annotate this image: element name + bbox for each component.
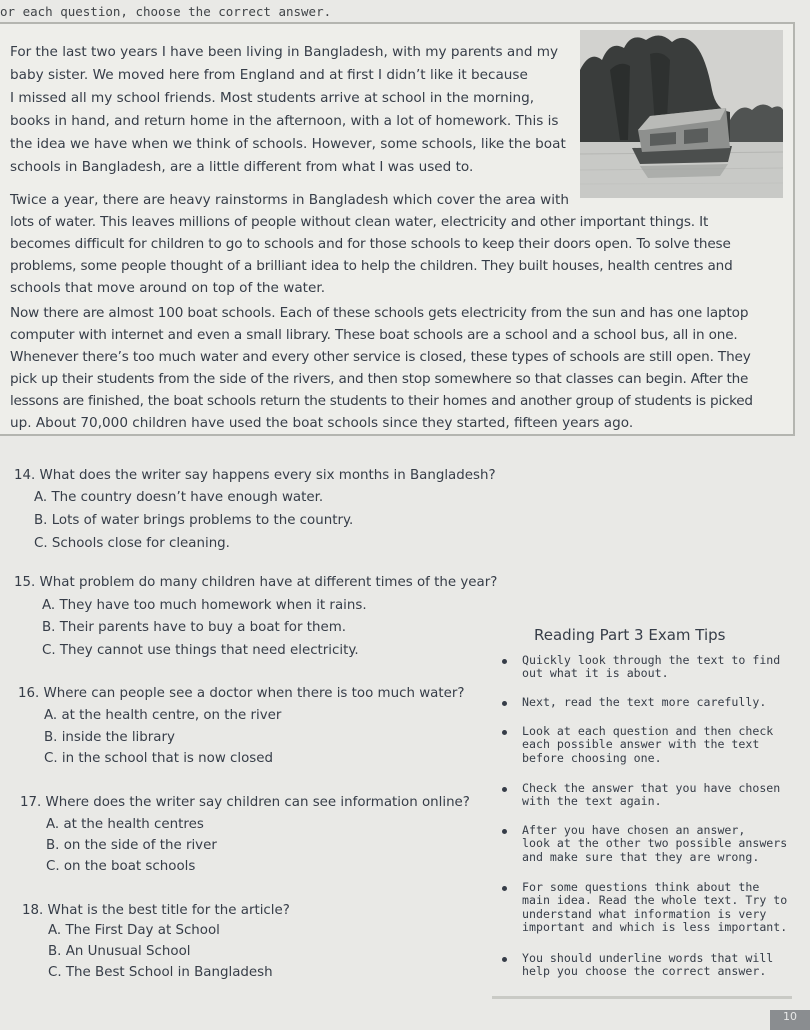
question-stem: 14. What does the writer say happens every six months in Bangladesh? xyxy=(14,468,496,483)
answer-option[interactable]: C. The Best School in Bangladesh xyxy=(48,965,273,980)
answer-option[interactable]: C. They cannot use things that need electricity. xyxy=(42,643,359,658)
bullet-icon xyxy=(502,957,507,962)
bullet-icon xyxy=(502,701,507,706)
tip-line: For some questions think about the xyxy=(522,880,760,894)
tip-line: Check the answer that you have chosen xyxy=(522,781,781,795)
bullet-icon xyxy=(502,787,507,792)
tip-line: before choosing one. xyxy=(522,750,662,765)
bullet-icon xyxy=(502,659,507,664)
passage-line: becomes difficult for children to go to schools and for those schools to keep their doors open. To solve these xyxy=(10,236,731,252)
exam-tips-panel xyxy=(492,618,792,999)
passage-line: Twice a year, there are heavy rainstorms in Bangladesh which cover the area with xyxy=(10,192,569,208)
answer-option[interactable]: A. The First Day at School xyxy=(48,923,220,938)
tip-line: After you have chosen an answer, xyxy=(522,823,746,837)
answer-option[interactable]: B. inside the library xyxy=(44,730,175,745)
tip-line: Look at each question and then check xyxy=(522,724,774,738)
tip-line: out what it is about. xyxy=(522,666,669,681)
passage-line: lessons are finished, the boat schools return the students to their homes and another group of students is picked xyxy=(10,393,753,409)
tip-line: each possible answer with the text xyxy=(522,737,760,752)
boat-school-photo xyxy=(580,30,783,198)
bullet-icon xyxy=(502,829,507,834)
tip-line: Quickly look through the text to find xyxy=(522,653,781,667)
passage-line: Whenever there’s too much water and every other service is closed, these types of schools are still open. They xyxy=(10,349,751,365)
answer-option[interactable]: A. at the health centre, on the river xyxy=(44,708,282,723)
tip-line: understand what information is very xyxy=(522,906,767,921)
bullet-icon xyxy=(502,886,507,891)
answer-option[interactable]: B. Lots of water brings problems to the country. xyxy=(34,513,354,528)
question-stem: 16. Where can people see a doctor when there is too much water? xyxy=(18,686,465,701)
answer-option[interactable]: C. Schools close for cleaning. xyxy=(34,536,230,551)
tip-line: with the text again. xyxy=(522,794,662,809)
passage-line: For the last two years I have been living in Bangladesh, with my parents and my xyxy=(10,44,559,60)
answer-option[interactable]: B. Their parents have to buy a boat for them. xyxy=(42,620,347,635)
answer-option[interactable]: C. in the school that is now closed xyxy=(44,751,274,766)
passage-line: lots of water. This leaves millions of people without clean water, electricity and other important things. It xyxy=(10,214,709,230)
passage-line: books in hand, and return home in the afternoon, with a lot of homework. This is xyxy=(10,113,559,129)
question-stem: 18. What is the best title for the article? xyxy=(22,903,290,918)
passage-line: schools in Bangladesh, are a little different from what I was used to. xyxy=(10,159,474,175)
passage-line: computer with internet and even a small library. These boat schools are a school and a school bus, all in one. xyxy=(10,327,738,343)
passage-line: pick up their students from the side of the rivers, and then stop somewhere so that classes can begin. After the xyxy=(10,371,749,387)
passage-line: Now there are almost 100 boat schools. Each of these schools gets electricity from the sun and has one laptop xyxy=(10,305,749,321)
tip-line: help you choose the correct answer. xyxy=(522,964,767,979)
tip-line: Next, read the text more carefully. xyxy=(522,695,767,709)
answer-option[interactable]: A. The country doesn’t have enough water. xyxy=(34,490,324,505)
tip-line: and make sure that they are wrong. xyxy=(522,849,760,864)
answer-option[interactable]: C. on the boat schools xyxy=(46,859,196,874)
bullet-icon xyxy=(502,730,507,735)
instruction-text: or each question, choose the correct answer. xyxy=(0,4,332,19)
page-number: 10 xyxy=(770,1010,810,1030)
passage-line: I missed all my school friends. Most students arrive at school in the morning, xyxy=(10,90,535,106)
passage-line: baby sister. We moved here from England and at first I didn’t like it because xyxy=(10,67,528,83)
passage-line: problems, some people thought of a brilliant idea to help the children. They built houses, health centres and xyxy=(10,258,733,274)
passage-line: the idea we have when we think of schools. However, some schools, like the boat xyxy=(10,136,566,152)
tip-line: main idea. Read the whole text. Try to xyxy=(522,893,788,908)
question-stem: 15. What problem do many children have at different times of the year? xyxy=(14,575,498,590)
question-stem: 17. Where does the writer say children can see information online? xyxy=(20,795,470,810)
tip-line: important and which is less important. xyxy=(522,920,788,935)
passage-line: schools that move around on top of the water. xyxy=(10,280,326,296)
tip-line: You should underline words that will xyxy=(522,951,774,965)
answer-option[interactable]: B. An Unusual School xyxy=(48,944,191,959)
answer-option[interactable]: A. They have too much homework when it rains. xyxy=(42,598,367,613)
tip-line: look at the other two possible answers xyxy=(522,836,788,851)
passage-line: up. About 70,000 children have used the boat schools since they started, fifteen years ago. xyxy=(10,415,634,431)
answer-option[interactable]: B. on the side of the river xyxy=(46,838,217,853)
exam-tips-title: Reading Part 3 Exam Tips xyxy=(534,626,726,644)
answer-option[interactable]: A. at the health centres xyxy=(46,817,204,832)
